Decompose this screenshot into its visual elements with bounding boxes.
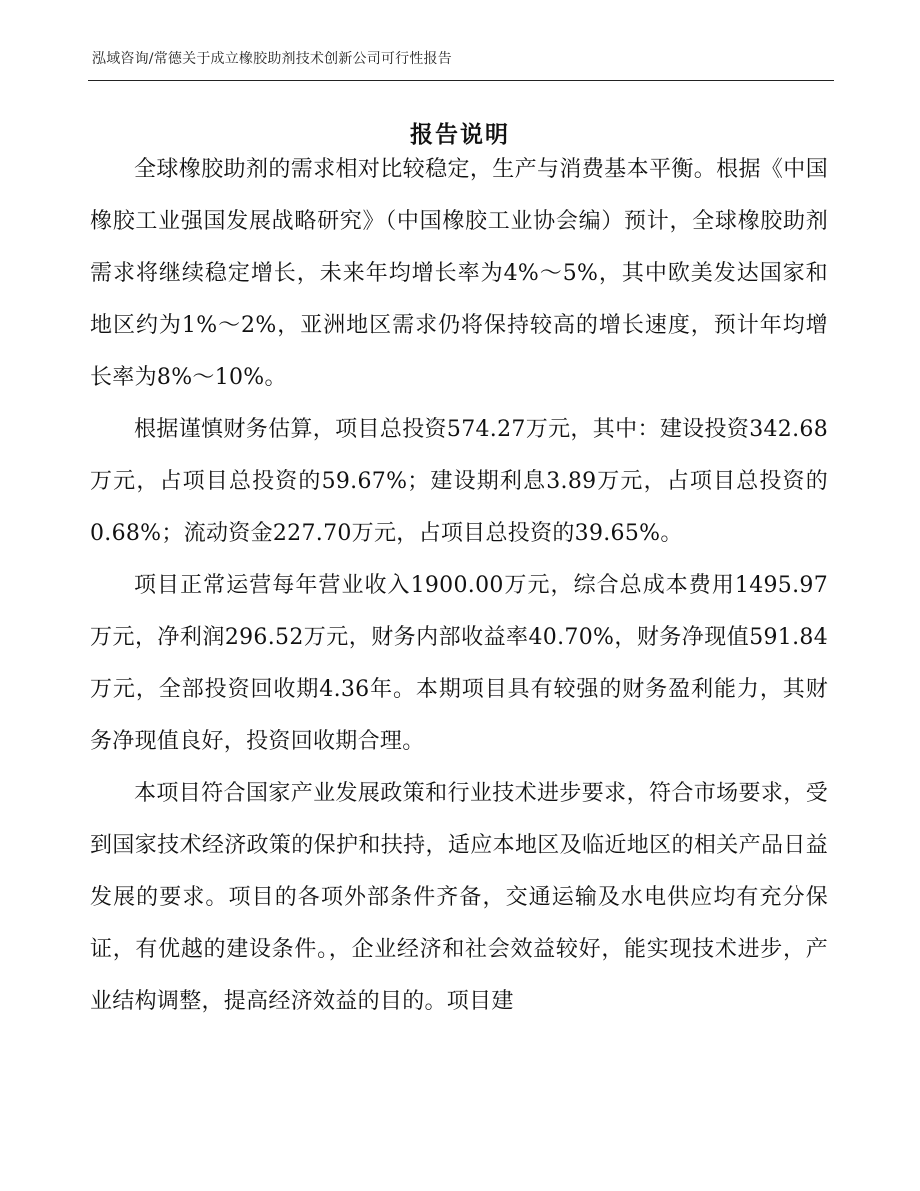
header-divider <box>88 80 834 81</box>
paragraph-demand-outlook: 全球橡胶助剂的需求相对比较稳定，生产与消费基本平衡。根据《中国橡胶工业强国发展战略研究》（中国橡胶工业协会编）预计，全球橡胶助剂需求将继续稳定增长，未来年均增长率为4%～5%，其中欧美发达国家和地区约为1%～2%，亚洲地区需求仍将保持较高的增长速度，预计年均增长率为8%～10%。 <box>90 157 828 390</box>
paragraph-financial-returns: 项目正常运营每年营业收入1900.00万元，综合总成本费用1495.97万元，净利润296.52万元，财务内部收益率40.70%，财务净现值591.84万元，全部投资回收期4.36年。本期项目具有较强的财务盈利能力，其财务净现值良好，投资回收期合理。 <box>90 573 828 754</box>
report-body <box>90 144 828 1028</box>
paragraph-investment-estimate: 根据谨慎财务估算，项目总投资574.27万元，其中：建设投资342.68万元，占项目总投资的59.67%；建设期利息3.89万元，占项目总投资的0.68%；流动资金227.70万元，占项目总投资的39.65%。 <box>90 417 828 546</box>
paragraph-policy-conformance: 本项目符合国家产业发展政策和行业技术进步要求，符合市场要求，受到国家技术经济政策的保护和扶持，适应本地区及临近地区的相关产品日益发展的要求。项目的各项外部条件齐备，交通运输及水电供应均有充分保证，有优越的建设条件。，企业经济和社会效益较好，能实现技术进步，产业结构调整，提高经济效益的目的。项目建 <box>90 781 828 1014</box>
running-header: 泓域咨询/常德关于成立橡胶助剂技术创新公司可行性报告 <box>92 51 452 67</box>
page-title: 报告说明 <box>410 121 510 148</box>
